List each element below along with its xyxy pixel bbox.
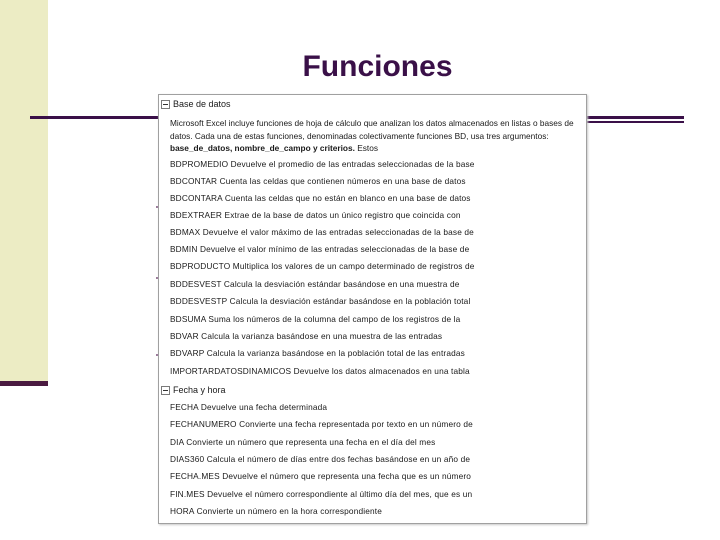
function-item[interactable]: BDMIN Devuelve el valor mínimo de las entradas seleccionadas de la base de — [170, 244, 470, 254]
function-item[interactable]: BDVAR Calcula la varianza basándose en una muestra de las entradas — [170, 331, 443, 341]
section-label: Fecha y hora — [173, 385, 226, 395]
function-item[interactable]: FECHA Devuelve una fecha determinada — [170, 402, 328, 412]
function-item[interactable]: BDPRODUCTO Multiplica los valores de un campo determinado de registros de — [170, 261, 475, 271]
function-item[interactable]: FIN.MES Devuelve el número correspondiente al último día del mes, que es un — [170, 489, 473, 499]
function-item[interactable]: BDDESVESTP Calcula la desviación estándar basándose en la población total — [170, 296, 471, 306]
intro-bold-arguments: base_de_datos, nombre_de_campo y criterios. — [170, 143, 355, 153]
function-item[interactable]: BDEXTRAER Extrae de la base de datos un único registro que coincida con — [170, 210, 461, 220]
function-item[interactable]: BDCONTAR Cuenta las celdas que contienen números en una base de datos — [170, 176, 466, 186]
function-item[interactable]: BDCONTARA Cuenta las celdas que no están en blanco en una base de datos — [170, 193, 471, 203]
intro-text: Microsoft Excel incluye funciones de hoja de cálculo que analizan los datos almacenados en listas o bases de datos. Cada una de estas funciones, denominadas colectivamente funciones BD, usa tres argumentos: base_de_datos, nombre_de_campo y criterios. Estos — [170, 118, 574, 153]
function-item[interactable]: BDMAX Devuelve el valor máximo de las entradas seleccionadas de la base de — [170, 227, 474, 237]
function-item[interactable]: BDPROMEDIO Devuelve el promedio de las entradas seleccionadas de la base — [170, 159, 475, 169]
function-item[interactable]: BDVARP Calcula la varianza basándose en la población total de las entradas — [170, 348, 465, 358]
function-item[interactable]: IMPORTARDATOSDINAMICOS Devuelve los datos almacenados en una tabla — [170, 366, 470, 376]
function-item[interactable]: HORA Convierte un número en la hora correspondiente — [170, 506, 382, 516]
help-function-list-panel[interactable] — [158, 94, 587, 524]
title-rule-right — [586, 116, 684, 119]
section-header-database[interactable] — [159, 97, 231, 111]
collapse-toggle-icon[interactable] — [161, 100, 170, 109]
function-item[interactable]: FECHANUMERO Convierte una fecha representada por texto en un número de — [170, 419, 473, 429]
slide-title: Funciones — [302, 50, 453, 83]
title-rule-right-thin — [586, 121, 684, 123]
collapse-toggle-icon[interactable] — [161, 386, 170, 395]
function-item[interactable]: FECHA.MES Devuelve el número que representa una fecha que es un número — [170, 471, 472, 481]
section-label: Base de datos — [173, 99, 231, 109]
function-item[interactable]: BDSUMA Suma los números de la columna del campo de los registros de la — [170, 314, 461, 324]
function-item[interactable]: BDDESVEST Calcula la desviación estándar basándose en una muestra de — [170, 279, 460, 289]
function-item[interactable]: DIAS360 Calcula el número de días entre dos fechas basándose en un año de — [170, 454, 471, 464]
section-header-date-time[interactable] — [159, 383, 226, 397]
section-intro — [170, 117, 575, 155]
left-decor-base — [0, 381, 48, 386]
title-rule-left — [30, 116, 160, 119]
function-item[interactable]: DIA Convierte un número que representa una fecha en el día del mes — [170, 437, 436, 447]
